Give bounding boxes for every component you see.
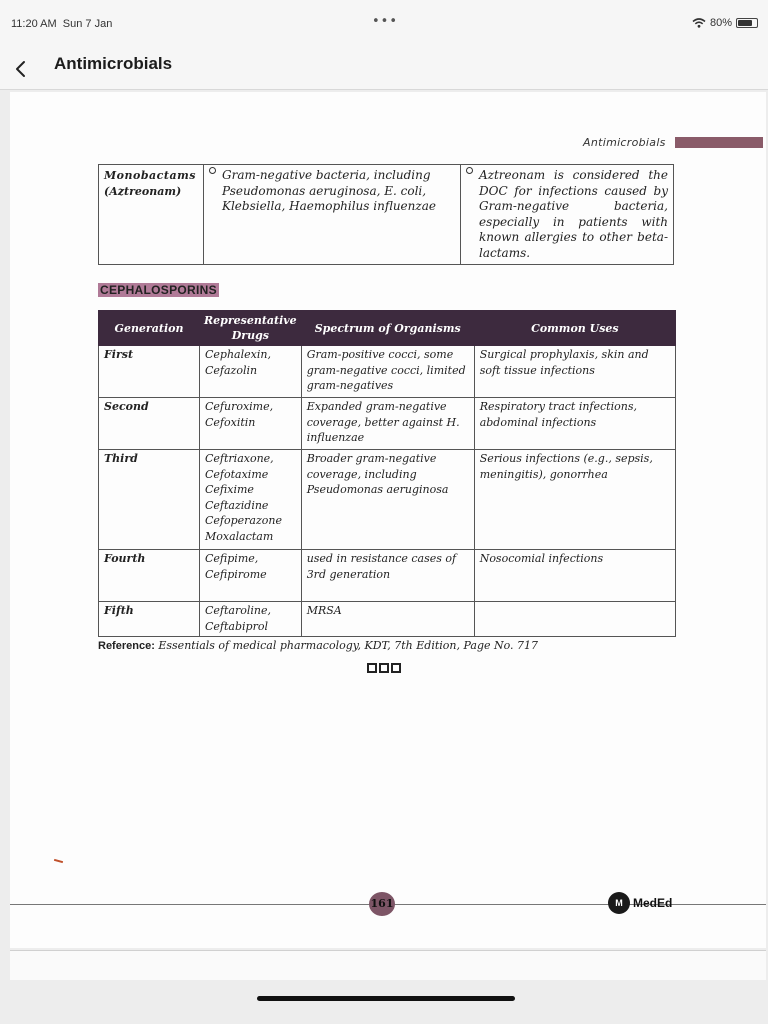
table-row bbox=[99, 550, 676, 602]
column-header: Common Uses bbox=[474, 311, 675, 346]
drug-name: Ceftabiprol bbox=[205, 619, 268, 633]
column-header: Generation bbox=[99, 311, 200, 346]
drug-name: Cefoperazone bbox=[205, 514, 282, 527]
drug-name: Cefuroxime, bbox=[205, 400, 274, 413]
battery-percent: 80% bbox=[709, 17, 732, 29]
drugs-cell bbox=[200, 346, 302, 398]
spectrum-cell bbox=[204, 165, 461, 265]
nav-title: Antimicrobials bbox=[54, 54, 173, 73]
monobactams-table bbox=[98, 164, 674, 265]
drugs-cell bbox=[200, 450, 302, 550]
drug-name: Cefotaxime bbox=[205, 467, 269, 481]
table-header-row bbox=[99, 311, 676, 346]
uses-cell: Respiratory tract infections, abdominal infections bbox=[474, 398, 675, 450]
drug-name: Cefoxitin bbox=[205, 415, 256, 429]
column-header: Spectrum of Organisms bbox=[301, 311, 474, 346]
brand-logo-icon: M bbox=[608, 892, 630, 914]
running-title-bar bbox=[675, 137, 763, 148]
status-bar bbox=[0, 0, 768, 44]
table-row bbox=[99, 165, 674, 265]
pen-mark bbox=[54, 859, 63, 863]
spectrum-cell: used in resistance cases of 3rd generation bbox=[301, 550, 474, 602]
generation-cell: Fourth bbox=[99, 550, 200, 602]
spectrum-cell: Expanded gram-negative coverage, better against H. influenzae bbox=[301, 398, 474, 450]
drug-name: Ceftazidine bbox=[205, 498, 269, 512]
drug-name: Cephalexin, bbox=[205, 348, 271, 361]
drugs-cell bbox=[200, 550, 302, 602]
home-indicator[interactable] bbox=[257, 996, 515, 1001]
spectrum-cell: Gram-positive cocci, some gram-negative cocci, limited gram-negatives bbox=[301, 346, 474, 398]
wifi-icon bbox=[692, 18, 706, 28]
notes-text: Aztreonam is considered the DOC for infections caused by Gram-negative bacteria, especially in patients with known allergies to other beta-lactams. bbox=[479, 168, 668, 260]
page-number: 161 bbox=[369, 892, 395, 916]
drug-name: Ceftriaxone, bbox=[205, 452, 274, 465]
drug-name: Moxalactam bbox=[205, 529, 274, 543]
drugs-cell bbox=[200, 602, 302, 637]
generation-cell: First bbox=[99, 346, 200, 398]
reference-text: Essentials of medical pharmacology, KDT, 7th Edition, Page No. 717 bbox=[158, 639, 539, 652]
uses-cell: Nosocomial infections bbox=[474, 550, 675, 602]
reference-label: Reference: bbox=[98, 640, 155, 652]
next-page-edge bbox=[10, 950, 766, 980]
drug-name: Cefipime, bbox=[205, 552, 259, 565]
class-name: Monobactams bbox=[104, 169, 196, 182]
uses-cell: Surgical prophylaxis, skin and soft tissue infections bbox=[474, 346, 675, 398]
nav-bar bbox=[0, 44, 768, 90]
document-page bbox=[10, 92, 766, 948]
cephalosporins-table bbox=[98, 310, 676, 637]
table-row bbox=[99, 450, 676, 550]
bullet-icon bbox=[466, 167, 473, 174]
spectrum-cell: MRSA bbox=[301, 602, 474, 637]
battery-icon bbox=[736, 18, 758, 28]
back-button[interactable] bbox=[14, 52, 38, 80]
generation-cell: Fifth bbox=[99, 602, 200, 637]
spectrum-text: Gram-negative bacteria, including Pseudomonas aeruginosa, E. coli, Klebsiella, Haemophilus influenzae bbox=[222, 168, 436, 213]
generation-cell: Third bbox=[99, 450, 200, 550]
class-example: (Aztreonam) bbox=[104, 184, 182, 198]
generation-cell: Second bbox=[99, 398, 200, 450]
drug-name: Cefipirome bbox=[205, 567, 267, 581]
bullet-icon bbox=[209, 167, 216, 174]
brand bbox=[608, 892, 672, 914]
spectrum-cell: Broader gram-negative coverage, including Pseudomonas aeruginosa bbox=[301, 450, 474, 550]
status-indicators bbox=[692, 17, 758, 29]
uses-cell: Serious infections (e.g., sepsis, meningitis), gonorrhea bbox=[474, 450, 675, 550]
notes-cell bbox=[461, 165, 674, 265]
table-row bbox=[99, 346, 676, 398]
column-header: Representative Drugs bbox=[200, 311, 302, 346]
section-heading: CEPHALOSPORINS bbox=[100, 283, 217, 297]
chevron-left-icon bbox=[14, 58, 28, 80]
multitasking-dots-icon[interactable]: ••• bbox=[372, 14, 399, 29]
status-time: 11:20 AM Sun 7 Jan bbox=[11, 18, 113, 30]
class-cell bbox=[99, 165, 204, 265]
drug-name: Cefixime bbox=[205, 483, 254, 496]
table-row bbox=[99, 602, 676, 637]
brand-name: MedEd bbox=[633, 896, 673, 910]
drug-name: Cefazolin bbox=[205, 363, 258, 377]
uses-cell bbox=[474, 602, 675, 637]
end-of-section-mark bbox=[367, 663, 401, 673]
running-title: Antimicrobials bbox=[583, 136, 666, 149]
table-row bbox=[99, 398, 676, 450]
reference bbox=[98, 639, 538, 652]
drug-name: Ceftaroline, bbox=[205, 604, 271, 617]
drugs-cell bbox=[200, 398, 302, 450]
